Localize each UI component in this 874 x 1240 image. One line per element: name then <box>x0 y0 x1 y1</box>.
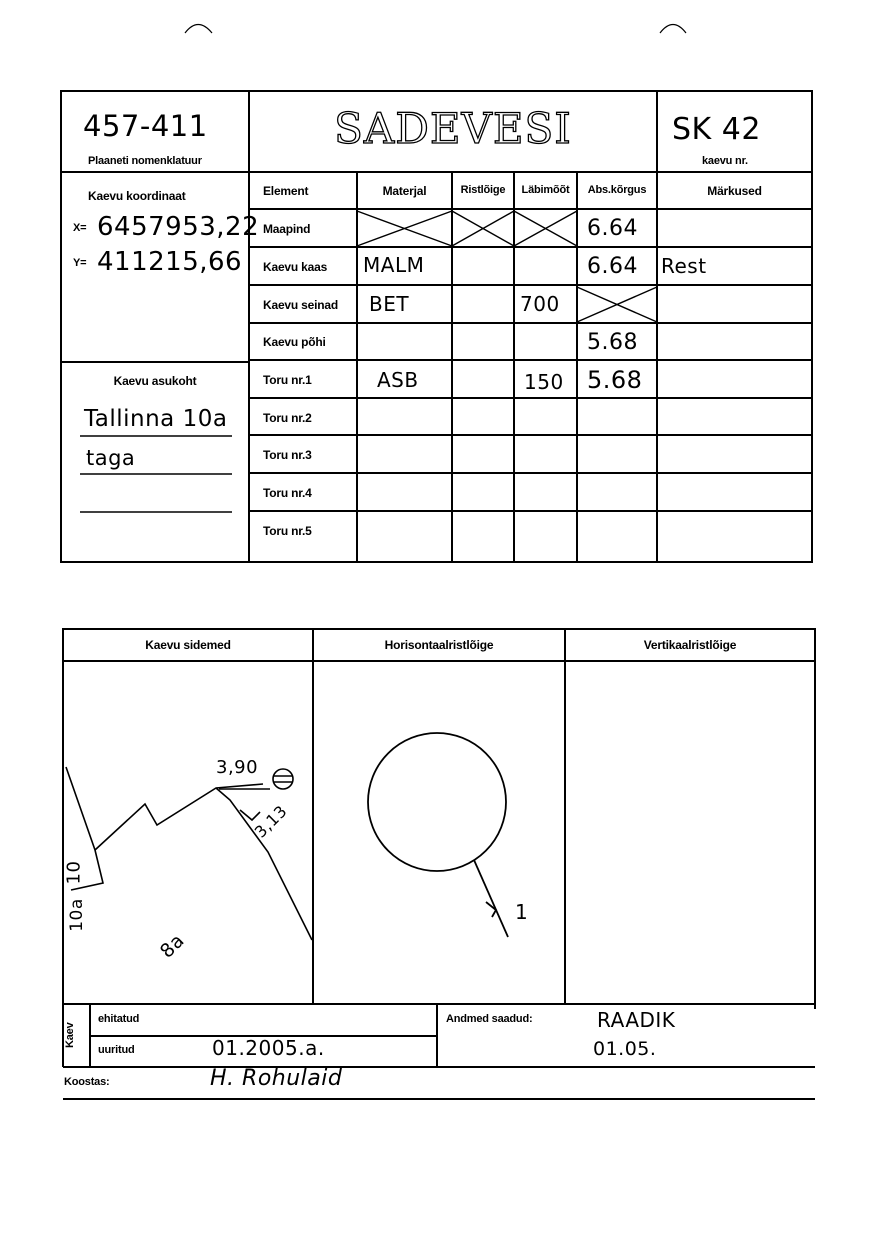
x-prefix: X= <box>73 222 87 234</box>
row-label-ground: Maapind <box>263 222 311 236</box>
pipe1-abs-height: 5.68 <box>587 366 643 394</box>
row-label-pipe-4: Toru nr.4 <box>263 486 312 500</box>
lid-material: MALM <box>363 253 425 277</box>
walls-diameter: 700 <box>520 292 560 316</box>
pipe-label-1: 1 <box>515 900 529 924</box>
sketch-header-horizontal: Horisontaalristlõige <box>384 638 494 652</box>
col-header-abs-height: Abs.kõrgus <box>587 184 647 196</box>
col-header-cross-section: Ristlõige <box>460 184 506 196</box>
lower-form-grid <box>63 629 815 1099</box>
row-label-pipe-2: Toru nr.2 <box>263 411 312 425</box>
data-source-label: Andmed saadud: <box>446 1013 533 1025</box>
checked-label: uuritud <box>98 1044 135 1056</box>
nomenclature-value: 457-411 <box>83 109 208 143</box>
row-label-bottom: Kaevu põhi <box>263 335 326 349</box>
x-coordinate-value: 6457953,22 <box>97 212 260 242</box>
lid-abs-height: 6.64 <box>587 254 638 279</box>
col-header-element: Element <box>263 184 309 198</box>
sketch-header-ties: Kaevu sidemed <box>145 638 231 652</box>
pipe1-diameter: 150 <box>524 370 564 394</box>
site-ties-sketch <box>66 767 312 940</box>
well-number-label: kaevu nr. <box>702 155 748 167</box>
row-label-walls: Kaevu seinad <box>263 298 338 312</box>
location-label: Kaevu asukoht <box>113 374 197 388</box>
sketch-header-vertical: Vertikaalristlõige <box>643 638 737 652</box>
pipe1-material: ASB <box>377 368 419 392</box>
data-source-date: 01.05. <box>593 1038 657 1060</box>
dimension-3-13: 3,13 <box>250 801 291 842</box>
lid-notes: Rest <box>661 254 707 278</box>
well-number-value: SK 42 <box>672 112 761 147</box>
building-number-10a: 10a <box>66 898 87 932</box>
row-label-pipe-5: Toru nr.5 <box>263 524 312 538</box>
bottom-abs-height: 5.68 <box>587 330 638 355</box>
walls-material: BET <box>369 292 410 316</box>
building-number-8a: 8a <box>155 929 189 963</box>
col-header-notes: Märkused <box>707 184 762 198</box>
row-label-lid: Kaevu kaas <box>263 260 328 274</box>
dimension-3-90: 3,90 <box>216 757 259 778</box>
built-label: ehitatud <box>98 1013 140 1025</box>
row-label-pipe-3: Toru nr.3 <box>263 448 312 462</box>
form-title: SADEVESI <box>334 104 572 153</box>
ground-abs-height: 6.64 <box>587 216 638 241</box>
row-label-pipe-1: Toru nr.1 <box>263 373 312 387</box>
punch-hole-right <box>660 25 686 34</box>
nomenclature-label: Plaaneti nomenklatuur <box>88 155 202 167</box>
data-source-value: RAADIK <box>597 1008 676 1032</box>
author-value: H. Rohulaid <box>210 1066 343 1091</box>
col-header-diameter: Läbimõõt <box>521 184 570 196</box>
author-label: Koostas: <box>64 1076 110 1088</box>
punch-hole-left <box>185 25 212 34</box>
horizontal-section-sketch <box>368 733 508 937</box>
y-prefix: Y= <box>73 257 87 269</box>
coordinates-label: Kaevu koordinaat <box>88 189 186 203</box>
location-line-2: taga <box>86 446 136 470</box>
checked-value: 01.2005.a. <box>212 1036 325 1060</box>
location-line-1: Tallinna 10a <box>84 406 228 432</box>
well-side-label: Kaev <box>64 1022 76 1048</box>
col-header-material: Materjal <box>382 184 427 198</box>
building-number-10: 10 <box>63 860 85 885</box>
y-coordinate-value: 411215,66 <box>97 247 243 277</box>
